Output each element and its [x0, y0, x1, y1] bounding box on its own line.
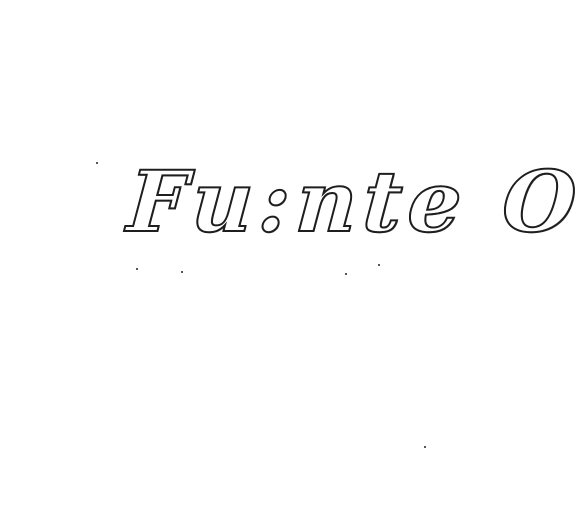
ink-speck — [424, 446, 426, 448]
ink-speck — [136, 268, 138, 270]
handwritten-word: Fu:nte O — [124, 152, 585, 251]
ink-speck — [378, 264, 380, 266]
ink-speck — [345, 273, 347, 275]
ink-speck — [181, 271, 183, 273]
ink-speck — [96, 162, 98, 164]
